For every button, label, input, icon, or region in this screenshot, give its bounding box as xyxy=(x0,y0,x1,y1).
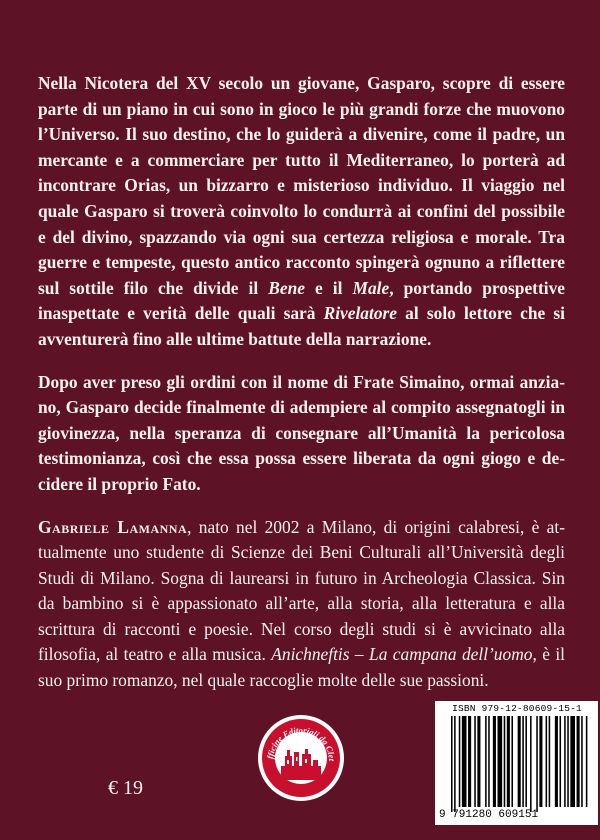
barcode-bar xyxy=(522,716,524,807)
barcode-bar xyxy=(459,716,461,807)
isbn-label: ISBN 979-12-80609-15-1 xyxy=(452,703,582,714)
synopsis-run: , portando prospettive inaspettate e verità delle quali sarà xyxy=(38,277,565,324)
barcode-bar xyxy=(586,716,588,807)
barcode-bar xyxy=(581,716,583,807)
barcode-bar xyxy=(488,716,490,807)
barcode-bar xyxy=(468,716,471,807)
barcode-bar xyxy=(493,716,496,807)
barcode-bar xyxy=(530,716,532,812)
publisher-logo xyxy=(257,714,345,802)
barcode-bar xyxy=(485,716,487,807)
blurb-text xyxy=(38,71,565,711)
isbn-digits: 9 791280 609151 xyxy=(439,809,539,821)
bio-run: , è il suo primo romanzo, nel quale raccoglie molte delle sue passioni. xyxy=(38,644,566,691)
barcode-bar xyxy=(477,716,480,807)
barcode-bar xyxy=(451,716,453,812)
barcode-bar xyxy=(536,716,538,812)
synopsis-run: Nella Nicotera del XV secolo un giovane, Gasparo, scopre di essere parte di un piano in cui sono in gioco le più grandi forze che muovono l’Universo. Il suo destino, che lo guiderà a divenire, come il padre, un mercante e a commerciare per tutto il Mediterraneo, lo porterà ad incontrare Orias, un bizzarro e misterioso individuo. Il viaggio nel quale Gasparo si troverà coinvolto lo condurrà ai confini del possibile e del divino, spazzando via ogni sua certezza religiosa e morale. Tra guerre e tempeste, questo antico racconto spingerà ognuno a riflettere sul sottile filo che divide il xyxy=(38,73,565,298)
barcode-bar xyxy=(539,716,542,807)
price-label: € 19 xyxy=(108,777,143,799)
barcode-bar xyxy=(564,716,566,807)
barcode-bar xyxy=(498,716,503,807)
bio-run: , nato nel 2002 a Milano, di origini calabresi, è attualmente uno studente di Scienze dei Beni Culturali all’Università degli Studi di Milano. Sogna di laurearsi in futuro in Archeologia Classica. Sin da bambino si è appassionato all’arte, alla storia, alla letteratura e alla scrittura di racconti e poesie. Nel corso degli studi si è avvicinato alla filosofia, al teatro e alla musica. xyxy=(38,516,565,665)
logo-text: fficine Editoriali da Clet xyxy=(265,724,338,762)
synopsis-paragraph xyxy=(38,71,565,353)
barcode-bar xyxy=(549,716,551,807)
barcode-bar xyxy=(555,716,558,807)
barcode-bar xyxy=(511,716,513,807)
barcode-bar xyxy=(507,716,510,807)
synopsis-run: Bene xyxy=(268,277,305,298)
barcode-bar xyxy=(525,716,527,807)
barcode-bar xyxy=(462,716,467,807)
barcode-bar xyxy=(577,716,580,807)
publisher-logo-icon xyxy=(257,714,345,802)
barcode-bar xyxy=(504,716,506,807)
barcode-bar xyxy=(560,716,562,807)
isbn-barcode xyxy=(435,701,598,825)
synopsis-run: Male xyxy=(352,277,390,298)
barcode-bars xyxy=(435,701,598,825)
barcode-bar xyxy=(546,716,548,807)
author-bio xyxy=(38,515,565,694)
barcode-bar xyxy=(454,716,456,812)
barcode-bar xyxy=(567,716,569,807)
synopsis-run: al solo lettore che si avventurerà fino alle ultime battute della narrazione. xyxy=(38,303,565,349)
synopsis-paragraph-2: Dopo aver preso gli ordini con il nome di Frate Simaino, ormai anziano, Gasparo decide finalmente di adempiere al compito assegnatogli in giovinezza, nella speranza di consegnare all’Umanità la pericolosa testimonianza, così che essa possa essere liberata da ogni giogo e decidere il proprio Fato. xyxy=(38,371,565,494)
synopsis-run: e il xyxy=(304,277,353,298)
barcode-bar xyxy=(474,716,476,807)
bio-run: Anichneftis – La campana dell’uomo xyxy=(271,644,533,665)
synopsis-run: Rivelatore xyxy=(323,303,398,324)
bio-run: Gabriele Lamanna xyxy=(38,516,188,537)
barcode-bar xyxy=(518,716,521,807)
barcode-bar xyxy=(570,716,575,807)
